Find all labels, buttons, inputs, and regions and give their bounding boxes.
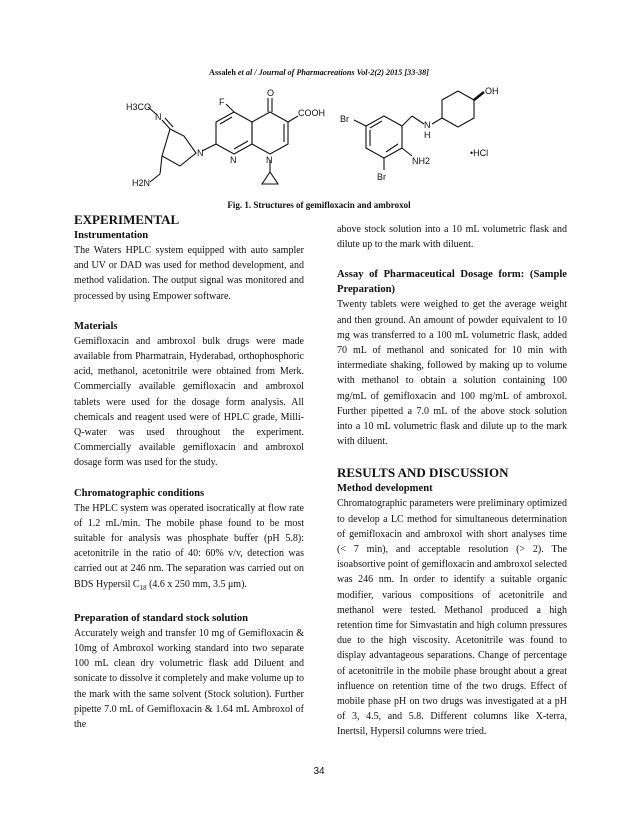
stock-continuation-text: above stock solution into a 10 mL volumetric flask and dilute up to the mark with diluent.: [337, 224, 567, 251]
nh-n-label: N: [424, 120, 431, 130]
method-development-text: Chromatographic parameters were preliminary optimized to develop a LC method for simultaneous determination of gemifloxacin and ambroxol with short analyses time (< 7 min), and acceptable resolution (> 2). The isoabsortive point of gemifloxacin and ambroxol selected was 246 nm. In order to identify a suitable organic modifier, various compositions of acetonitrile and methanol were tested. Methanol produced a high retention time for Simvastatin and high column pressures due to the high viscosity. Acetonitrile was found to display advantageous separations. Change of percentage of acetonitrile in the mobile phase brought about a great influence on retention time of the two drugs. Effect of mobile phase pH on two drugs was investigated at a pH of 3, 4.5, and 5.8. Different columns like X-terra, Inertsil, Hypersil columns were tried.: [337, 498, 567, 738]
figure-caption: Fig. 1. Structures of gemifloxacin and ambroxol: [227, 200, 411, 210]
chromatographic-text-a: The HPLC system was operated isocratically at flow rate of 1.2 mL/min. The mobile phase found to be most suitable for analysis was phosphate buffer (pH 5.8): acetonitrile in the ratio of 40: 60% v/v, detection was carried out at 246 nm. The separation was carried out on BDS Hypersil C: [74, 502, 304, 590]
salt-label: •HCl: [470, 148, 489, 158]
assay-text: Twenty tablets were weighed to get the average weight and then ground. An amount of powder equivalent to 10 mg was transferred to a 100 mL volumetric flask, added 70 mL of methanol and sonicated for 10 min with intermediate shaking, followed by making up to volume with methanol to obtain a solution containing 100 mg/mL of gemifloxacin and 100 mg/mL of ambroxol. Further pipetted a 7.0 mL of the above stock solution into a 10 mL volumetric flask and dilute up to the mark with diluent.: [337, 299, 567, 448]
experimental-heading: EXPERIMENTAL: [74, 212, 180, 227]
assay-heading: Assay of Pharmaceutical Dosage form: (Sample Preparation): [337, 269, 567, 296]
ring-n2-label: N: [230, 155, 237, 165]
chromatographic-text-b: (4.6 x 250 mm, 3.5 μm).: [146, 578, 247, 590]
instrumentation-text: The Waters HPLC system equipped with auto sampler and UV or DAD was used for method development, and method validation. The output signal was monitored and processed by using Empower software.: [74, 245, 304, 302]
ring-n3-label: N: [266, 155, 273, 165]
materials-heading: Materials: [74, 320, 118, 332]
br-top-label: Br: [340, 114, 349, 124]
left-column: [74, 211, 304, 732]
gemi-amine-label: H2N: [132, 178, 151, 188]
results-heading: RESULTS AND DISCUSSION: [337, 465, 509, 481]
imine-n-label: N: [155, 112, 162, 122]
nh-h-label: H: [424, 130, 431, 140]
right-column: [337, 222, 567, 740]
structures-figure: [118, 86, 518, 196]
page-number: 34: [313, 766, 325, 777]
methoxy-label: H3CO: [126, 102, 152, 112]
chromatographic-text: [74, 501, 304, 596]
gemifloxacin-labels: [126, 88, 325, 188]
header-author: Assaleh: [209, 68, 236, 77]
gemifloxacin-structure: [148, 98, 298, 184]
materials-text: Gemifloxacin and ambroxol bulk drugs were made available from Pharmatrain, Hyderabad, orthophosphoric acid, methanol, acetonitrile were obtained from Merk. Commercially available gemifloxacin and ambroxol tablets were used for the dosage form analysis. All chemicals and reagent used were of HPLC grade, Milli-Q-water was used throughout the experiment. Commercially available gemifloxacin and ambroxol dosage form was used for the study.: [74, 335, 304, 469]
chromatographic-heading: Chromatographic conditions: [74, 487, 205, 499]
fluoro-label: F: [219, 97, 225, 107]
br-bottom-label: Br: [377, 172, 386, 182]
oxo-label: O: [267, 88, 275, 98]
standard-stock-heading: Preparation of standard stock solution: [74, 612, 249, 624]
header-journal-info: / Journal of Pharmacreations Vol-2(2) 2015 [33-38]: [252, 68, 429, 77]
header-etal: et al: [237, 68, 253, 77]
running-header: [0, 68, 638, 77]
method-development-heading: Method development: [337, 483, 433, 495]
standard-stock-text: Accurately weigh and transfer 10 mg of Gemifloxacin & 10mg of Ambroxol working standard into two separate 100 mL clean dry volumetric flask add Diluent and sonicate to dissolve it completely and make volume up to the mark with the same solvent (Stock solution). Further pipette 7.0 mL of Gemifloxacin & 1.64 mL Ambroxol of the: [74, 627, 304, 731]
acid-label: COOH: [298, 108, 325, 118]
column-subscript: 18: [139, 583, 147, 592]
ring-n1-label: N: [197, 148, 204, 158]
ambroxol-amine-label: NH2: [412, 156, 431, 166]
instrumentation-heading: Instrumentation: [74, 230, 149, 241]
hydroxyl-label: OH: [485, 86, 499, 96]
